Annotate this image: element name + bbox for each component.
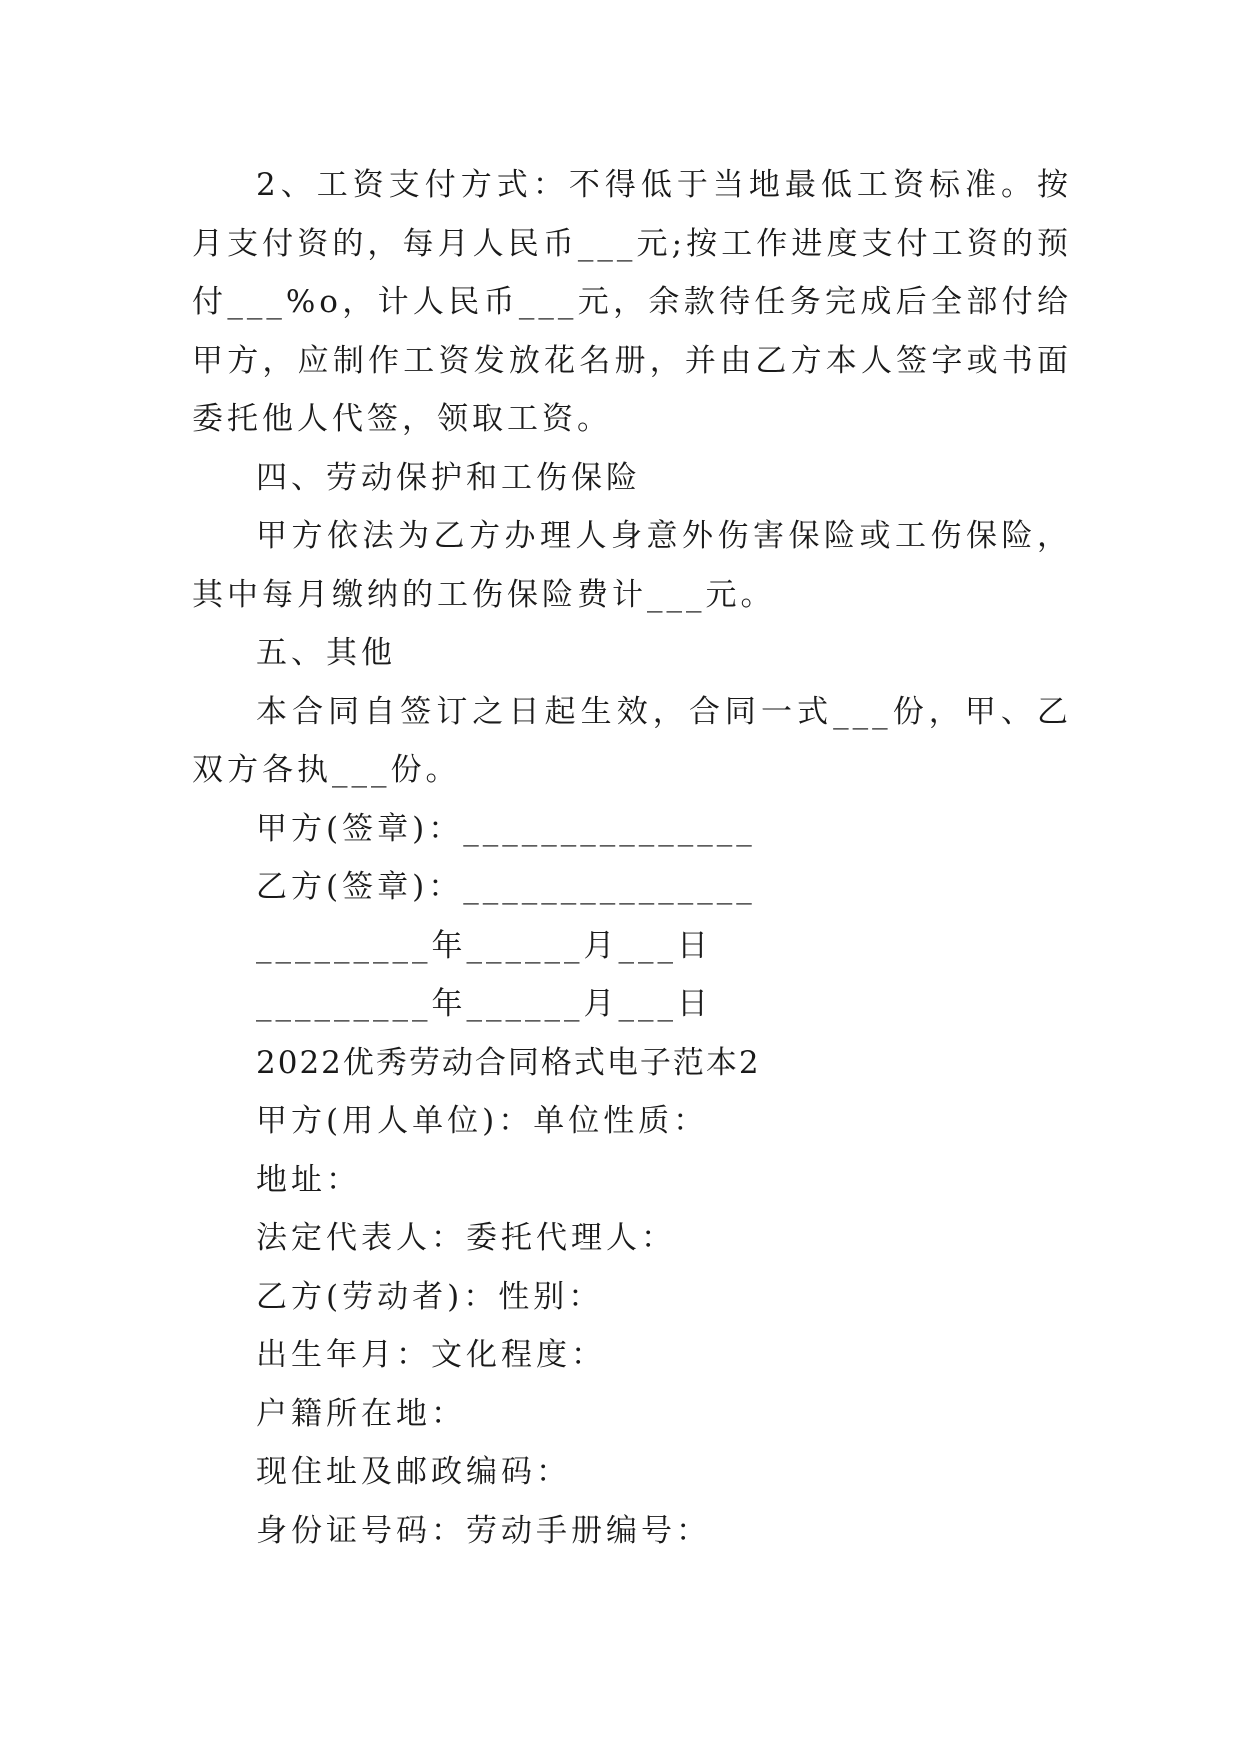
household-registration-field: 户籍所在地： [256, 1395, 466, 1432]
birth-education-field: 出生年月：文化程度： [256, 1337, 606, 1373]
employee-field: 乙方(劳动者)：性别： [256, 1278, 604, 1315]
contract-title-2: 2022优秀劳动合同格式电子范本2 [256, 1044, 761, 1081]
current-address-field: 现住址及邮政编码： [256, 1454, 571, 1490]
party-b-signature-line: 乙方(签章)：_______________ [256, 869, 756, 905]
legal-representative-field: 法定代表人：委托代理人： [256, 1220, 676, 1256]
document-body [192, 156, 1072, 1560]
party-a-signature-line: 甲方(签章)：_______________ [256, 810, 756, 847]
address-field: 地址： [256, 1161, 361, 1198]
effective-clause: 本合同自签订之日起生效，合同一式___份，甲、乙双方各执___份。 [192, 693, 1072, 788]
section-heading-labor-protection: 四、劳动保护和工伤保险 [256, 459, 641, 496]
date-line-1: _________年______月___日 [256, 927, 712, 964]
insurance-clause: 甲方依法为乙方办理人身意外伤害保险或工伤保险，其中每月缴纳的工伤保险费计___元。 [192, 518, 1072, 613]
id-number-field: 身份证号码：劳动手册编号： [256, 1512, 711, 1549]
date-line-2: _________年______月___日 [256, 986, 712, 1022]
wage-payment-clause: 2、工资支付方式：不得低于当地最低工资标准。按月支付资的，每月人民币___元;按工作进度支付工资的预付___%o，计人民币___元，余款待任务完成后全部付给甲方，应制作工资发放花名册，并由乙方本人签字或书面委托他人代签，领取工资。 [192, 167, 1072, 437]
section-heading-other: 五、其他 [256, 635, 396, 671]
employer-field: 甲方(用人单位)：单位性质： [256, 1103, 709, 1139]
